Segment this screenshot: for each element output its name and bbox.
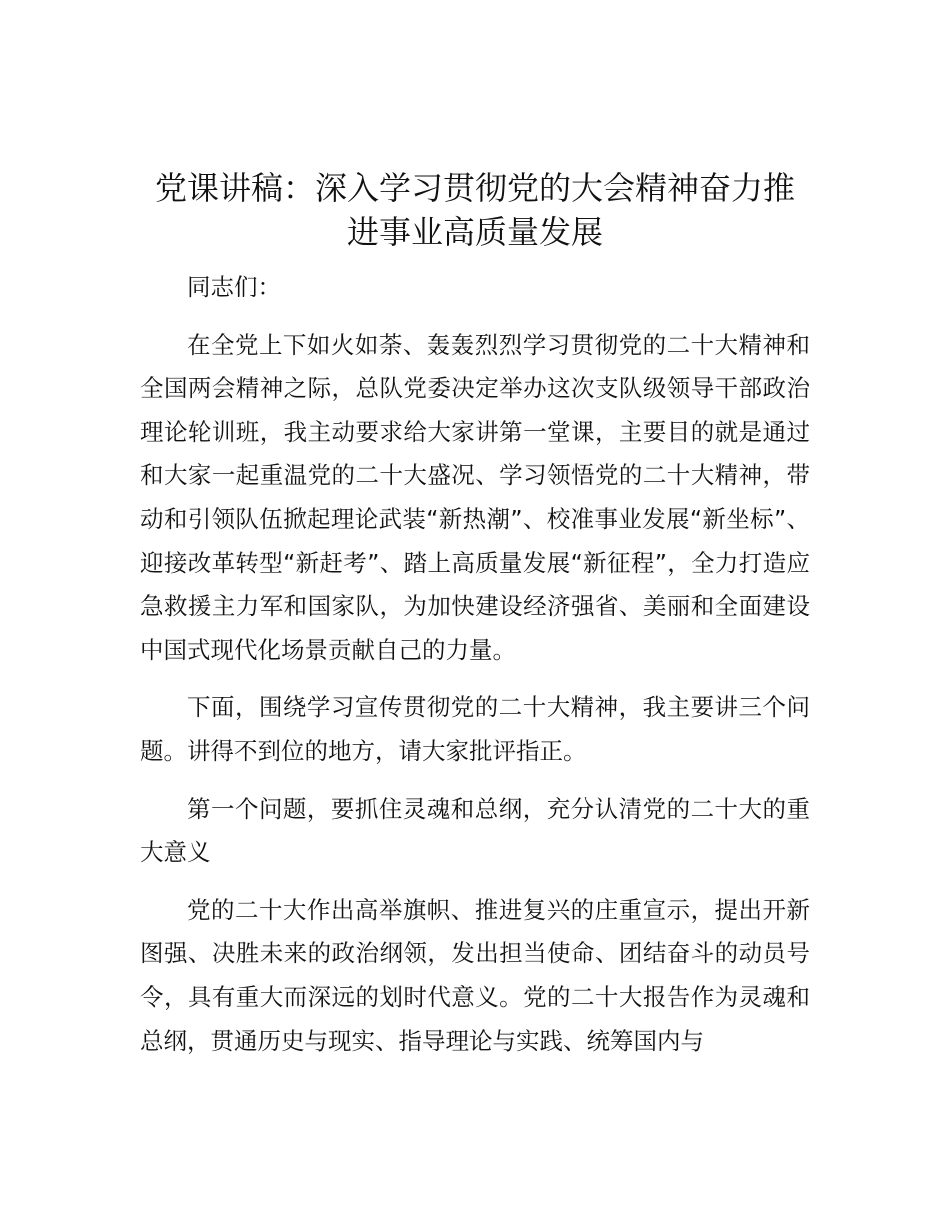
paragraph-salutation: 同志们： — [187, 273, 281, 301]
paragraph-outline: 下面，围绕学习宣传贯彻党的二十大精神，我主要讲三个问题。讲得不到位的地方，请大家批评指正。 — [140, 693, 810, 765]
document-title: 党课讲稿：深入学习贯彻党的大会精神奋力推进事业高质量发展 — [154, 169, 795, 251]
document-body — [140, 266, 810, 1077]
paragraph-intro: 在全党上下如火如荼、轰轰烈烈学习贯彻党的二十大精神和全国两会精神之际，总队党委决定举办这次支队级领导干部政治理论轮训班，我主动要求给大家讲第一堂课，主要目的就是通过和大家一起重温党的二十大盛况、学习领悟党的二十大精神，带动和引领队伍掀起理论武装“新热潮”、校准事业发展“新坐标”、迎接改革转型“新赶考”、踏上高质量发展“新征程”，全力打造应急救援主力军和国家队，为加快建设经济强省、美丽和全面建设中国式现代化场景贡献自己的力量。 — [140, 330, 810, 664]
section-heading-first-question: 第一个问题，要抓住灵魂和总纲，充分认清党的二十大的重大意义 — [140, 794, 810, 867]
paragraph-significance: 党的二十大作出高举旗帜、推进复兴的庄重宣示，提出开新图强、决胜未来的政治纲领，发出担当使命、团结奋斗的动员号令，具有重大而深远的划时代意义。党的二十大报告作为灵魂和总纲，贯通历史与现实、指导理论与实践、统筹国内与 — [140, 895, 810, 1055]
